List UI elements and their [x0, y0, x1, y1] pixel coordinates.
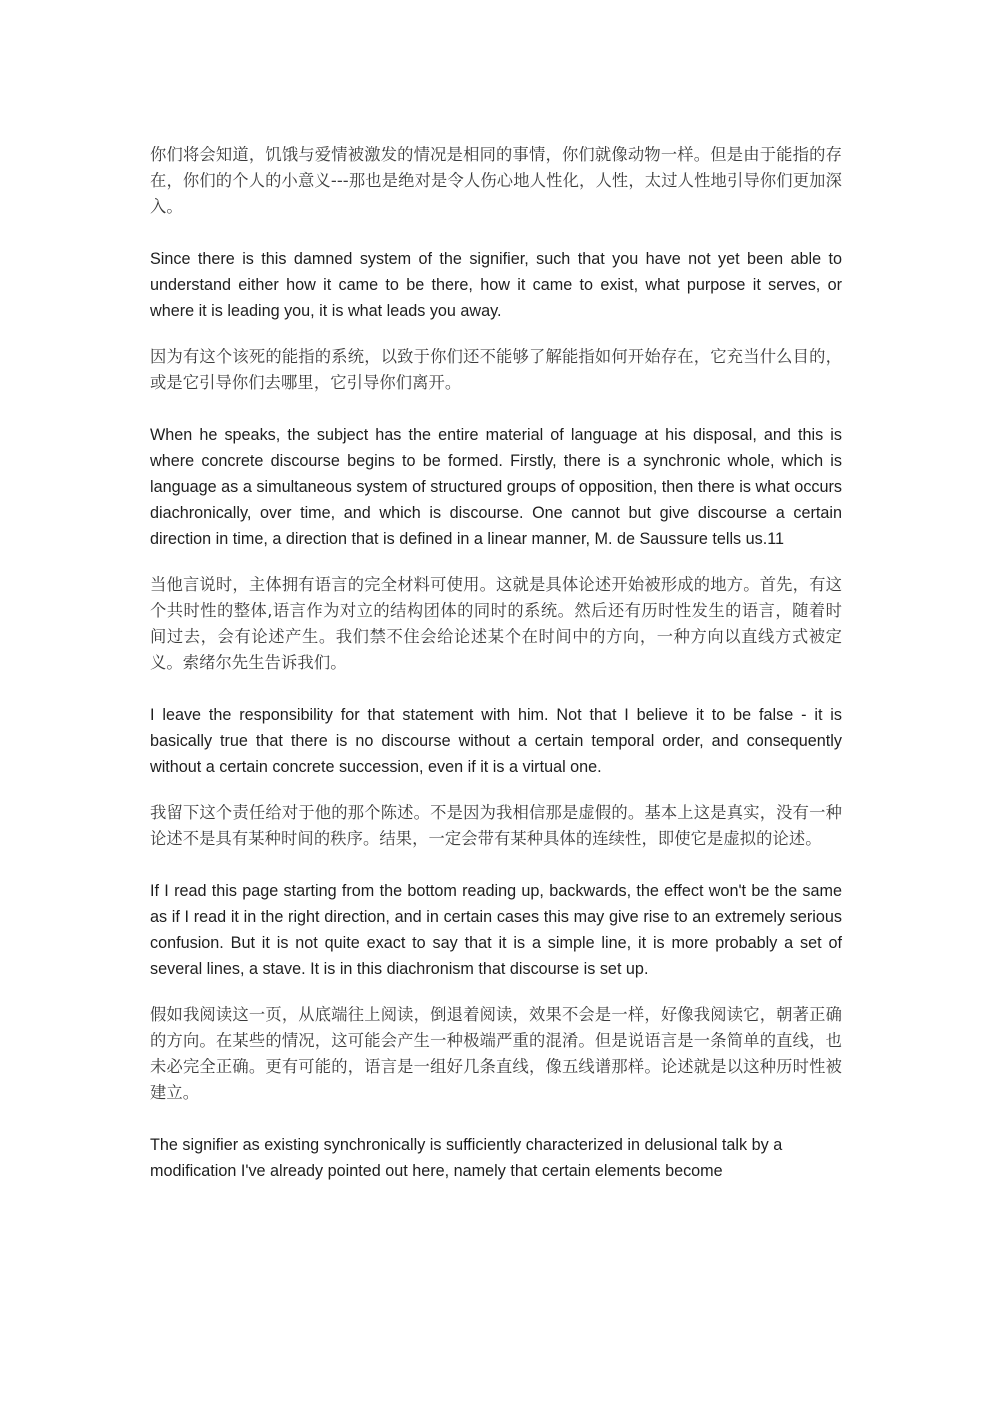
paragraph-zh-1: 你们将会知道，饥饿与爱情被激发的情况是相同的事情，你们就像动物一样。但是由于能指的存在，你们的个人的小意义---那也是绝对是令人伤心地人性化，人性，太过人性地引导你们更加深入。	[150, 145, 842, 216]
paragraph-zh-4: 我留下这个责任给对于他的那个陈述。不是因为我相信那是虚假的。基本上这是真实，没有一种论述不是具有某种时间的秩序。结果，一定会带有某种具体的连续性，即使它是虚拟的论述。	[150, 803, 842, 848]
paragraph-en-3: I leave the responsibility for that statement with him. Not that I believe it to be false - it is basically true that there is no discourse without a certain temporal order, and consequently without a certain concrete succession, even if it is a virtual one.	[150, 706, 842, 776]
paragraph-en-4: If I read this page starting from the bottom reading up, backwards, the effect won't be the same as if I read it in the right direction, and in certain cases this may give rise to an extremely serious confusion. But it is not quite exact to say that it is a simple line, it is more probably a set of several lines, a stave. It is in this diachronism that discourse is set up.	[150, 882, 842, 978]
paragraph-zh-5: 假如我阅读这一页，从底端往上阅读，倒退着阅读，效果不会是一样，好像我阅读它，朝著正确的方向。在某些的情况，这可能会产生一种极端严重的混淆。但是说语言是一条简单的直线，也未必完全正确。更有可能的，语言是一组好几条直线，像五线谱那样。论述就是以这种历时性被建立。	[150, 1005, 842, 1102]
paragraph-en-5: The signifier as existing synchronically is sufficiently characterized in delusional talk by a modification I've already pointed out here, namely that certain elements become	[150, 1136, 783, 1180]
document-page	[150, 142, 842, 1184]
paragraph-en-1: Since there is this damned system of the signifier, such that you have not yet been able to understand either how it came to be there, how it came to exist, what purpose it serves, or where it is leading you, it is what leads you away.	[150, 250, 842, 320]
paragraph-zh-2: 因为有这个该死的能指的系统，以致于你们还不能够了解能指如何开始存在，它充当什么目的，或是它引导你们去哪里，它引导你们离开。	[150, 347, 842, 392]
paragraph-zh-3: 当他言说时，主体拥有语言的完全材料可使用。这就是具体论述开始被形成的地方。首先，有这个共时性的整体,语言作为对立的结构团体的同时的系统。然后还有历时性发生的语言，随着时间过去，会有论述产生。我们禁不住会给论述某个在时间中的方向，一种方向以直线方式被定义。索绪尔先生告诉我们。	[150, 575, 842, 672]
paragraph-en-2: When he speaks, the subject has the entire material of language at his disposal, and this is where concrete discourse begins to be formed. Firstly, there is a synchronic whole, which is language as a simultaneous system of structured groups of opposition, then there is what occurs diachronically, over time, and which is discourse. One cannot but give discourse a certain direction in time, a direction that is defined in a linear manner, M. de Saussure tells us.11	[150, 426, 842, 548]
